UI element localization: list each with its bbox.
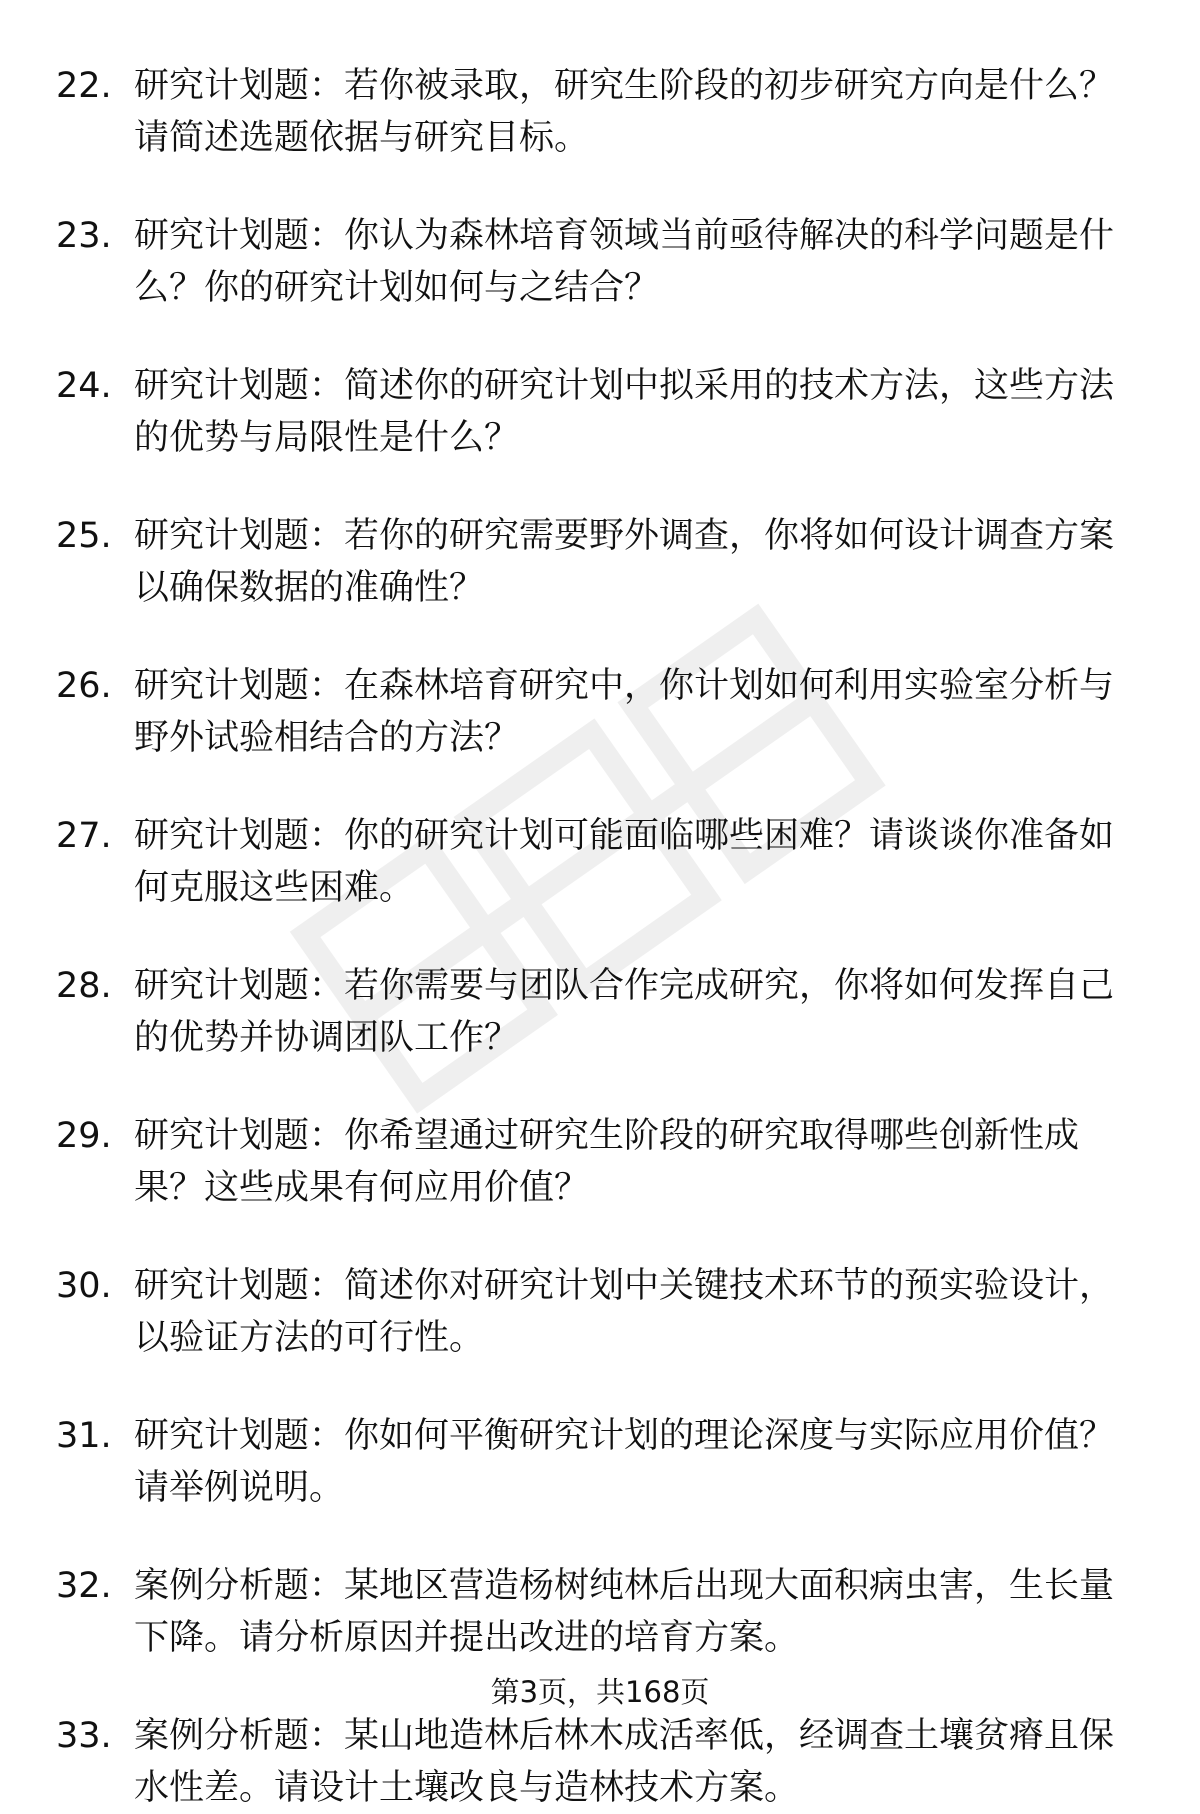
question-text: 研究计划题：你如何平衡研究计划的理论深度与实际应用价值？请举例说明。 bbox=[134, 1416, 1115, 1508]
question-number: 31. bbox=[56, 1416, 112, 1456]
question-number: 33. bbox=[56, 1716, 112, 1756]
question-item bbox=[56, 810, 1146, 914]
question-number: 28. bbox=[56, 966, 112, 1006]
question-number: 32. bbox=[56, 1566, 112, 1606]
question-item bbox=[56, 360, 1146, 464]
question-number: 23. bbox=[56, 216, 112, 256]
question-item bbox=[56, 1710, 1146, 1814]
question-text: 研究计划题：你认为森林培育领域当前亟待解决的科学问题是什么？你的研究计划如何与之结合？ bbox=[134, 216, 1115, 308]
question-text: 案例分析题：某山地造林后林木成活率低，经调查土壤贫瘠且保水性差。请设计土壤改良与造林技术方案。 bbox=[134, 1716, 1115, 1808]
question-item bbox=[56, 510, 1146, 614]
question-number: 25. bbox=[56, 516, 112, 556]
question-text: 研究计划题：若你需要与团队合作完成研究，你将如何发挥自己的优势并协调团队工作？ bbox=[134, 966, 1115, 1058]
question-number: 26. bbox=[56, 666, 112, 706]
question-text: 研究计划题：简述你对研究计划中关键技术环节的预实验设计，以验证方法的可行性。 bbox=[134, 1266, 1115, 1358]
question-number: 22. bbox=[56, 66, 112, 106]
question-text: 研究计划题：若你被录取，研究生阶段的初步研究方向是什么？请简述选题依据与研究目标。 bbox=[134, 66, 1115, 158]
question-text: 研究计划题：简述你的研究计划中拟采用的技术方法，这些方法的优势与局限性是什么？ bbox=[134, 366, 1115, 458]
question-number: 30. bbox=[56, 1266, 112, 1306]
question-item bbox=[56, 60, 1146, 164]
question-item bbox=[56, 210, 1146, 314]
question-text: 案例分析题：某地区营造杨树纯林后出现大面积病虫害，生长量下降。请分析原因并提出改进的培育方案。 bbox=[134, 1566, 1115, 1658]
question-item bbox=[56, 1560, 1146, 1664]
question-number: 29. bbox=[56, 1116, 112, 1156]
page-number-footer: 第3页，共168页 bbox=[490, 1675, 710, 1709]
question-item bbox=[56, 960, 1146, 1064]
question-text: 研究计划题：在森林培育研究中，你计划如何利用实验室分析与野外试验相结合的方法？ bbox=[134, 666, 1115, 758]
question-item bbox=[56, 660, 1146, 764]
question-item bbox=[56, 1410, 1146, 1514]
question-text: 研究计划题：若你的研究需要野外调查，你将如何设计调查方案以确保数据的准确性？ bbox=[134, 516, 1115, 608]
question-item bbox=[56, 1110, 1146, 1214]
question-item bbox=[56, 1260, 1146, 1364]
question-number: 24. bbox=[56, 366, 112, 406]
question-number: 27. bbox=[56, 816, 112, 856]
question-text: 研究计划题：你的研究计划可能面临哪些困难？请谈谈你准备如何克服这些困难。 bbox=[134, 816, 1115, 908]
question-text: 研究计划题：你希望通过研究生阶段的研究取得哪些创新性成果？这些成果有何应用价值？ bbox=[134, 1116, 1080, 1208]
question-list bbox=[56, 60, 1146, 1814]
